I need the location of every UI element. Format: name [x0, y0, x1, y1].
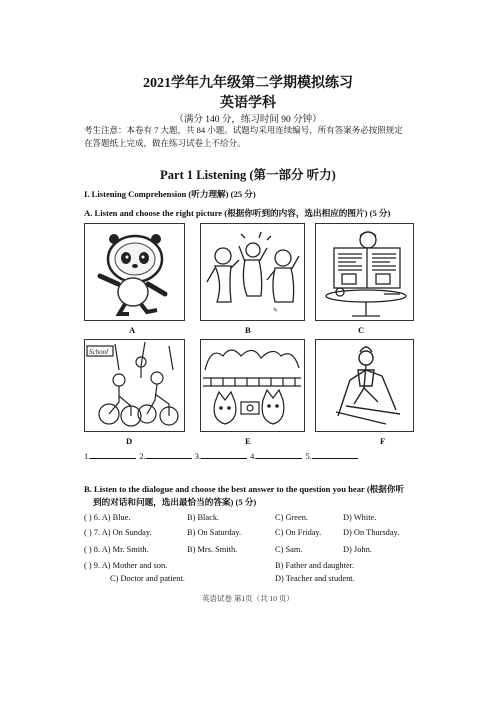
blank-number-3: 3.: [194, 452, 202, 461]
picture-c: [315, 223, 414, 321]
section-b-title-line1: B. Listen to the dialogue and choose the best answer to the question you hear (根据你听: [84, 484, 405, 494]
question-number: 6.: [93, 513, 101, 522]
question-6-option-b: B) Black.: [187, 513, 220, 522]
answer-blank-5[interactable]: [312, 450, 358, 459]
question-7-option-c: C) On Friday.: [275, 528, 322, 537]
option-a: A) Mr. Smith.: [101, 545, 149, 554]
exam-meta: （满分 140 分，练习时间 90 分钟）: [174, 115, 322, 125]
page-footer: 英语试卷 第1页（共 10 页）: [202, 594, 294, 603]
section-title: I. Listening Comprehension (听力理解) (25 分): [84, 189, 256, 199]
question-8: [84, 545, 149, 554]
picture-b: [200, 223, 305, 321]
picture-a: [84, 223, 185, 321]
exam-title: 2021学年九年级第二学期模拟练习: [143, 76, 353, 91]
picture-d: [84, 339, 185, 432]
answer-bracket[interactable]: ( ): [84, 513, 92, 522]
blank-number-2: 2.: [139, 452, 146, 461]
skier-icon: [316, 340, 413, 431]
notice-line-1: 考生注意：本卷有 7 大题，共 84 小题。试题均采用连续编号，所有答案务必按照规定: [84, 125, 403, 135]
question-number: 8.: [93, 545, 101, 554]
answer-bracket[interactable]: ( ): [84, 545, 92, 554]
man-reading-newspaper-icon: [316, 224, 413, 320]
question-8-option-c: C) Sam.: [275, 545, 303, 554]
svg-text:School: School: [89, 348, 109, 356]
question-9-option-c: C) Doctor and patient.: [110, 574, 185, 583]
answer-bracket[interactable]: ( ): [84, 561, 92, 570]
picture-label-b: B: [245, 325, 251, 335]
answer-blank-4[interactable]: [256, 450, 302, 459]
exam-notice: [84, 124, 403, 150]
question-9: [84, 561, 167, 570]
blank-number-1: 1.: [84, 452, 91, 461]
question-9-option-d: D) Teacher and student.: [275, 574, 355, 583]
answer-blanks-row: [84, 450, 359, 461]
question-6-option-c: C) Green.: [275, 513, 309, 522]
picture-label-c: C: [358, 325, 365, 335]
picture-label-d: D: [126, 436, 133, 446]
picture-label-e: E: [245, 436, 251, 446]
question-7-option-d: D) On Thursday.: [343, 528, 400, 537]
answer-bracket[interactable]: ( ): [84, 528, 92, 537]
svg-text:✎: ✎: [273, 307, 279, 314]
section-a-title: A. Listen and choose the right picture (根据你听到的内容，选出相应的图片) (5 分): [84, 208, 391, 218]
answer-blank-3[interactable]: [201, 450, 247, 459]
answer-blank-2[interactable]: [146, 450, 192, 459]
question-9-option-b: B) Father and daughter.: [275, 561, 355, 570]
question-number: 9.: [93, 561, 101, 570]
subject-title: 英语学科: [220, 96, 276, 111]
dancing-people-icon: [201, 224, 304, 320]
question-8-option-d: D) John.: [343, 545, 372, 554]
notice-line-2: 在答题纸上完成，做在练习试卷上不给分。: [84, 138, 246, 148]
part-title: Part 1 Listening (第一部分 听力): [160, 168, 336, 182]
picture-e: [200, 339, 305, 432]
picture-label-f: F: [380, 436, 386, 446]
question-6: [84, 513, 131, 522]
answer-blank-1[interactable]: [90, 450, 136, 459]
question-6-option-d: D) White.: [343, 513, 377, 522]
picture-label-a: A: [129, 325, 136, 335]
mascot-panda-icon: [85, 224, 184, 320]
question-number: 7.: [93, 528, 101, 537]
question-8-option-b: B) Mrs. Smith.: [187, 545, 238, 554]
option-a: A) Mother and son.: [101, 561, 168, 570]
option-a: A) Blue.: [101, 513, 131, 522]
cats-with-camera-icon: [201, 340, 304, 431]
option-a: A) On Sunday.: [101, 528, 152, 537]
question-7-option-b: B) On Saturday.: [187, 528, 242, 537]
question-7: [84, 528, 152, 537]
blank-number-4: 4.: [250, 452, 257, 461]
picture-f: [315, 339, 414, 432]
children-cycling-icon: [85, 340, 184, 431]
blank-number-5: 5.: [305, 452, 312, 461]
section-b-title-line2: 到的对话和问题，选出最恰当的答案) (5 分): [93, 497, 257, 507]
